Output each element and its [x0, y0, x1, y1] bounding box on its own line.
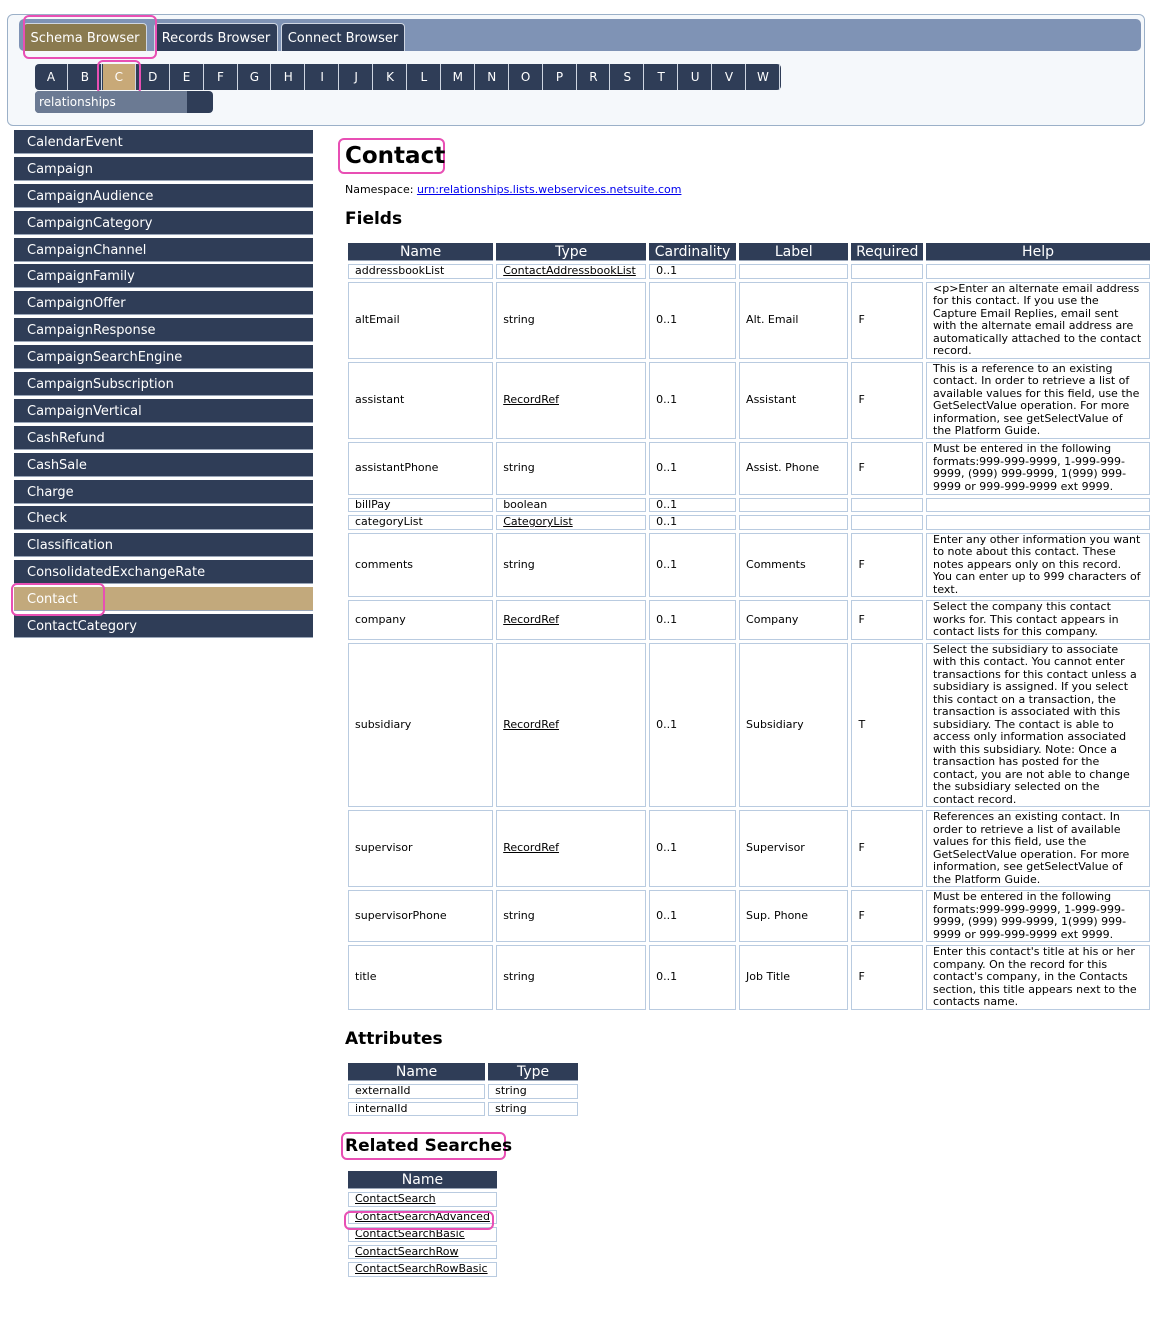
- field-help: Must be entered in the following formats:999-999-9999, 1-999-999-9999, (999) 999-9999, 1(999) 999-9999 or 999-999-9999 ext 9999.: [926, 890, 1150, 942]
- search-link-contactsearchbasic[interactable]: ContactSearchBasic: [355, 1227, 465, 1240]
- search-cell: [348, 1210, 497, 1225]
- sidebar-item-classification[interactable]: Classification: [14, 533, 313, 557]
- table-row: [348, 362, 1150, 439]
- letter-index: [35, 64, 781, 90]
- table-row: [348, 264, 1150, 279]
- related-searches-heading: Related Searches: [345, 1136, 513, 1156]
- table-row: [348, 1227, 497, 1242]
- field-help: [926, 264, 1150, 279]
- record-type-sidebar: [14, 130, 313, 641]
- search-cell: [348, 1192, 497, 1207]
- letter-c[interactable]: C: [103, 64, 136, 90]
- table-row: [348, 498, 1150, 513]
- namespace-link[interactable]: urn:relationships.lists.webservices.netsuite.com: [416, 183, 682, 196]
- field-help: This is a reference to an existing contact. In order to retrieve a list of available values for this field, use the GetSelectValue operation. For more information, see getSelectValue of the Platform Guide.: [926, 362, 1150, 439]
- field-name: addressbookList: [348, 264, 493, 279]
- sidebar-item-consolidatedexchangerate[interactable]: ConsolidatedExchangeRate: [14, 560, 313, 584]
- search-cell: [348, 1227, 497, 1242]
- field-type-link[interactable]: CategoryList: [503, 515, 573, 528]
- field-required: F: [851, 600, 923, 640]
- field-label: [739, 264, 848, 279]
- column-header: Name: [348, 243, 493, 261]
- field-required: F: [851, 362, 923, 439]
- field-help: [926, 515, 1150, 530]
- search-link-contactsearchrowbasic[interactable]: ContactSearchRowBasic: [355, 1262, 488, 1275]
- sidebar-item-campaignsearchengine[interactable]: CampaignSearchEngine: [14, 345, 313, 369]
- letter-w[interactable]: W: [747, 64, 780, 90]
- fields-table: [345, 240, 1153, 1013]
- field-cardinality: 0..1: [649, 533, 736, 598]
- field-type-link[interactable]: RecordRef: [503, 717, 559, 731]
- letter-f[interactable]: F: [205, 64, 238, 90]
- field-name: assistant: [348, 362, 493, 439]
- field-type: boolean: [496, 498, 646, 513]
- search-link-contactsearchrow[interactable]: ContactSearchRow: [355, 1244, 459, 1258]
- table-row: [348, 643, 1150, 808]
- sidebar-item-check[interactable]: Check: [14, 506, 313, 530]
- letter-e[interactable]: E: [171, 64, 204, 90]
- sidebar-item-campaignresponse[interactable]: CampaignResponse: [14, 318, 313, 342]
- field-cardinality: 0..1: [649, 643, 736, 808]
- letter-a[interactable]: A: [35, 64, 68, 90]
- letter-b[interactable]: B: [69, 64, 102, 90]
- letter-g[interactable]: G: [238, 64, 271, 90]
- package-subtab-label[interactable]: relationships: [35, 91, 187, 113]
- field-name: supervisorPhone: [348, 890, 493, 942]
- sidebar-item-contact[interactable]: Contact: [14, 587, 313, 611]
- field-type: [496, 264, 646, 279]
- column-header: Cardinality: [649, 243, 736, 261]
- field-label: Assist. Phone: [739, 442, 848, 495]
- field-type-link[interactable]: RecordRef: [503, 612, 559, 626]
- table-row: [348, 1102, 578, 1117]
- field-label: [739, 515, 848, 530]
- field-label: Job Title: [739, 945, 848, 1010]
- field-name: company: [348, 600, 493, 640]
- letter-k[interactable]: K: [374, 64, 407, 90]
- table-row: [348, 282, 1150, 359]
- table-row: [348, 1192, 497, 1207]
- letter-p[interactable]: P: [544, 64, 577, 90]
- column-header: Label: [739, 243, 848, 261]
- field-name: altEmail: [348, 282, 493, 359]
- sidebar-item-campaignaudience[interactable]: CampaignAudience: [14, 184, 313, 208]
- column-header: Type: [488, 1063, 578, 1081]
- column-header: Help: [926, 243, 1150, 261]
- field-name: subsidiary: [348, 643, 493, 808]
- attributes-table: [345, 1060, 581, 1119]
- letter-r[interactable]: R: [577, 64, 610, 90]
- field-label: Sup. Phone: [739, 890, 848, 942]
- letter-v[interactable]: V: [713, 64, 746, 90]
- field-label: [739, 498, 848, 513]
- letter-l[interactable]: L: [408, 64, 441, 90]
- field-name: supervisor: [348, 810, 493, 887]
- field-name: categoryList: [348, 515, 493, 530]
- field-help: Enter this contact's title at his or her company. On the record for this contact's company, in the Contacts section, this title appears next to the contacts name.: [926, 945, 1150, 1010]
- table-row: [348, 890, 1150, 942]
- field-required: F: [851, 890, 923, 942]
- fields-heading: Fields: [345, 209, 403, 229]
- letter-m[interactable]: M: [442, 64, 475, 90]
- namespace-label: Namespace:: [345, 183, 414, 196]
- tab-records-browser[interactable]: Records Browser: [154, 23, 278, 51]
- field-required: [851, 264, 923, 279]
- table-row: [348, 515, 1150, 530]
- field-label: Supervisor: [739, 810, 848, 887]
- field-type: string: [496, 282, 646, 359]
- table-row: [348, 1084, 578, 1099]
- table-row: [348, 810, 1150, 887]
- field-cardinality: 0..1: [649, 945, 736, 1010]
- table-row: [348, 533, 1150, 598]
- sidebar-item-campaign[interactable]: Campaign: [14, 157, 313, 181]
- table-row: [348, 1210, 497, 1225]
- letter-s[interactable]: S: [611, 64, 644, 90]
- field-cardinality: 0..1: [649, 810, 736, 887]
- sidebar-item-cashrefund[interactable]: CashRefund: [14, 426, 313, 450]
- tab-schema-browser[interactable]: Schema Browser: [23, 23, 147, 51]
- tab-connect-browser[interactable]: Connect Browser: [281, 23, 405, 51]
- field-required: F: [851, 945, 923, 1010]
- package-subtab[interactable]: [35, 91, 213, 113]
- field-name: assistantPhone: [348, 442, 493, 495]
- field-required: F: [851, 810, 923, 887]
- field-type-link[interactable]: RecordRef: [503, 392, 559, 406]
- sidebar-item-contactcategory[interactable]: ContactCategory: [14, 614, 313, 638]
- attribute-name: externalId: [348, 1084, 485, 1099]
- sidebar-item-campaignsubscription[interactable]: CampaignSubscription: [14, 372, 313, 396]
- field-type: [496, 362, 646, 439]
- browser-header: [7, 14, 1145, 126]
- field-help: Select the company this contact works for. This contact appears in contact lists for this company.: [926, 600, 1150, 640]
- column-header: Name: [348, 1171, 497, 1189]
- table-row: [348, 945, 1150, 1010]
- field-type: string: [496, 533, 646, 598]
- field-required: F: [851, 442, 923, 495]
- field-help: Enter any other information you want to note about this contact. These notes appears only on this record. You can enter up to 999 characters of text.: [926, 533, 1150, 598]
- field-cardinality: 0..1: [649, 600, 736, 640]
- search-link-contactsearchadvanced[interactable]: ContactSearchAdvanced: [355, 1209, 490, 1223]
- field-cardinality: 0..1: [649, 282, 736, 359]
- search-cell: [348, 1245, 497, 1260]
- field-help: Select the subsidiary to associate with this contact. You cannot enter transactions for this contact unless a subsidiary is assigned. If you select this contact on a transaction, the transaction is associated with this subsidiary. The contact is able to access only information associated with this subsidiary. Note: Once a transaction has posted for the contact, you are not able to change the subsidiary selected on the contact record.: [926, 643, 1150, 808]
- field-label: Assistant: [739, 362, 848, 439]
- table-row: [348, 1245, 497, 1260]
- letter-d[interactable]: D: [137, 64, 170, 90]
- field-type: string: [496, 945, 646, 1010]
- table-row: [348, 442, 1150, 495]
- letter-h[interactable]: H: [272, 64, 305, 90]
- letter-n[interactable]: N: [476, 64, 509, 90]
- field-help: Must be entered in the following formats:999-999-9999, 1-999-999-9999, (999) 999-9999, 1(999) 999-9999 or 999-999-9999 ext 9999.: [926, 442, 1150, 495]
- table-row: [348, 1262, 497, 1277]
- field-cardinality: 0..1: [649, 498, 736, 513]
- field-cardinality: 0..1: [649, 264, 736, 279]
- field-required: [851, 515, 923, 530]
- sidebar-item-charge[interactable]: Charge: [14, 480, 313, 504]
- field-help: <p>Enter an alternate email address for this contact. If you use the Capture Email Replies, email sent with the alternate email address are automatically attached to the contact record.: [926, 282, 1150, 359]
- sidebar-item-campaignoffer[interactable]: CampaignOffer: [14, 291, 313, 315]
- field-name: billPay: [348, 498, 493, 513]
- attribute-type: string: [488, 1084, 578, 1099]
- table-row: [348, 600, 1150, 640]
- search-link-contactsearch[interactable]: ContactSearch: [355, 1192, 436, 1205]
- sidebar-item-campaignfamily[interactable]: CampaignFamily: [14, 264, 313, 288]
- namespace-line: [345, 183, 681, 196]
- attribute-name: internalId: [348, 1102, 485, 1117]
- field-help: [926, 498, 1150, 513]
- letter-u[interactable]: U: [679, 64, 712, 90]
- field-label: Alt. Email: [739, 282, 848, 359]
- search-cell: [348, 1262, 497, 1277]
- field-type: [496, 643, 646, 808]
- field-type: string: [496, 890, 646, 942]
- sidebar-item-campaignchannel[interactable]: CampaignChannel: [14, 238, 313, 262]
- column-header: Name: [348, 1063, 485, 1081]
- letter-o[interactable]: O: [510, 64, 543, 90]
- field-label: Company: [739, 600, 848, 640]
- attributes-heading: Attributes: [345, 1029, 443, 1049]
- field-help: References an existing contact. In order to retrieve a list of available values for this field, use the GetSelectValue operation. For more information, see getSelectValue of the Platform Guide.: [926, 810, 1150, 887]
- field-label: Comments: [739, 533, 848, 598]
- related-searches-table: [345, 1168, 500, 1280]
- letter-j[interactable]: J: [340, 64, 373, 90]
- field-type: [496, 515, 646, 530]
- attribute-type: string: [488, 1102, 578, 1117]
- field-cardinality: 0..1: [649, 515, 736, 530]
- field-type: [496, 810, 646, 887]
- field-cardinality: 0..1: [649, 890, 736, 942]
- sidebar-item-cashsale[interactable]: CashSale: [14, 453, 313, 477]
- column-header: Type: [496, 243, 646, 261]
- field-required: [851, 498, 923, 513]
- field-type: string: [496, 442, 646, 495]
- field-required: F: [851, 533, 923, 598]
- field-cardinality: 0..1: [649, 442, 736, 495]
- sidebar-item-campaigncategory[interactable]: CampaignCategory: [14, 211, 313, 235]
- field-type: [496, 600, 646, 640]
- letter-i[interactable]: I: [306, 64, 339, 90]
- sidebar-item-campaignvertical[interactable]: CampaignVertical: [14, 399, 313, 423]
- field-type-link[interactable]: ContactAddressbookList: [503, 264, 636, 277]
- browser-tab-bar: [19, 19, 1141, 51]
- field-type-link[interactable]: RecordRef: [503, 841, 559, 855]
- column-header: Required: [851, 243, 923, 261]
- field-required: T: [851, 643, 923, 808]
- field-required: F: [851, 282, 923, 359]
- page-title: Contact: [345, 143, 446, 169]
- field-label: Subsidiary: [739, 643, 848, 808]
- field-name: comments: [348, 533, 493, 598]
- letter-t[interactable]: T: [645, 64, 678, 90]
- field-cardinality: 0..1: [649, 362, 736, 439]
- field-name: title: [348, 945, 493, 1010]
- sidebar-item-calendarevent[interactable]: CalendarEvent: [14, 130, 313, 154]
